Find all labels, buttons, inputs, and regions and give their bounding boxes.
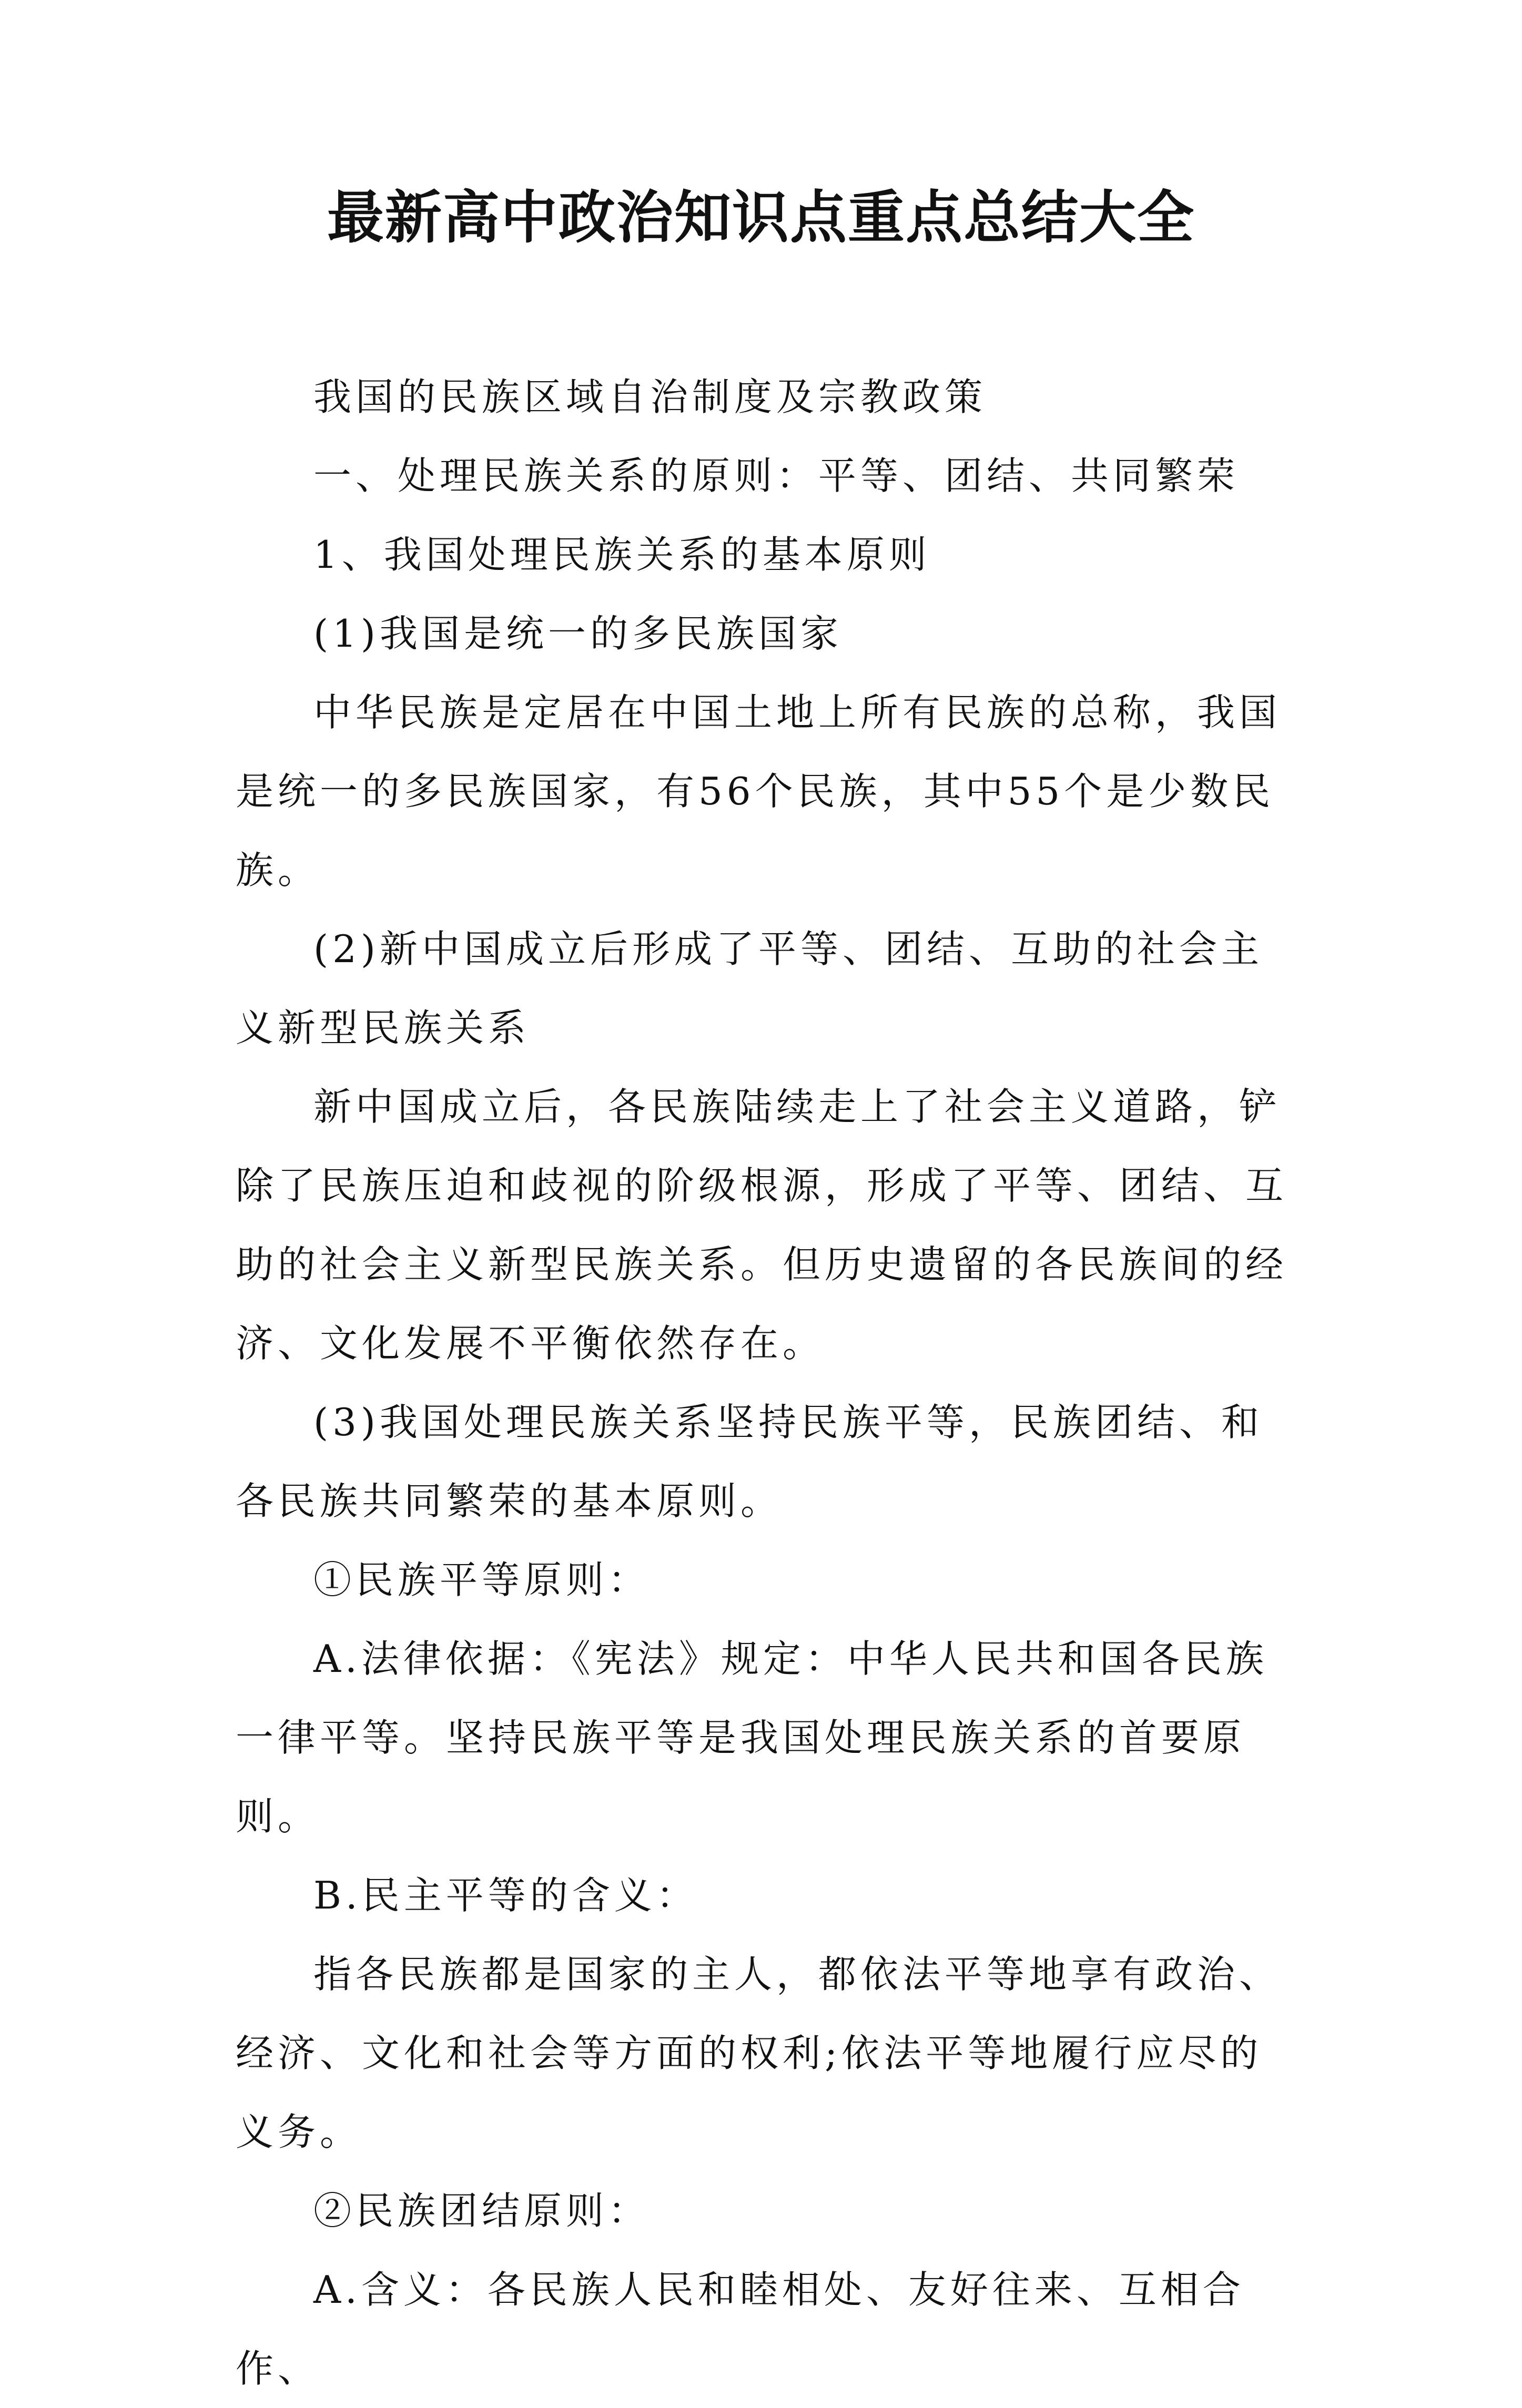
point-heading: (1)我国是统一的多民族国家 (313, 611, 843, 656)
list-heading: ①民族平等原则： (313, 1558, 651, 1602)
list-item: B.民主平等的含义： (313, 1873, 698, 1917)
body-paragraph: 中华民族是定居在中国土地上所有民族的总称，我国是统一的多民族国家，有56个民族，其中55个是少数民族。 (236, 690, 1282, 892)
page-title: 最新高中政治知识点重点总结大全 (327, 185, 1195, 251)
list-item: A.含义：各民族人民和睦相处、友好往来、互相合作、 (236, 2268, 1245, 2391)
list-item: A.法律依据：《宪法》规定：中华人民共和国各民族一律平等。坚持民族平等是我国处理民族关系的首要原则。 (236, 1637, 1268, 1839)
point-heading: (2)新中国成立后形成了平等、团结、互助的社会主义新型民族关系 (236, 927, 1263, 1050)
list-heading: ②民族团结原则： (313, 2189, 651, 2233)
section-heading: 我国的民族区域自治制度及宗教政策 (313, 375, 987, 419)
subsection-heading: 1、我国处理民族关系的基本原则 (313, 533, 931, 577)
document-body (236, 358, 1303, 2408)
body-paragraph: 新中国成立后，各民族陆续走上了社会主义道路，铲除了民族压迫和歧视的阶级根源，形成了平等、团结、互助的社会主义新型民族关系。但历史遗留的各民族间的经济、文化发展不平衡依然存在。 (236, 1085, 1288, 1365)
body-paragraph: 指各民族都是国家的主人，都依法平等地享有政治、经济、文化和社会等方面的权利;依法平等地履行应尽的义务。 (236, 1952, 1282, 2154)
principle-heading: 一、处理民族关系的原则：平等、团结、共同繁荣 (313, 454, 1240, 498)
point-heading: (3)我国处理民族关系坚持民族平等，民族团结、和各民族共同繁荣的基本原则。 (236, 1400, 1263, 1523)
